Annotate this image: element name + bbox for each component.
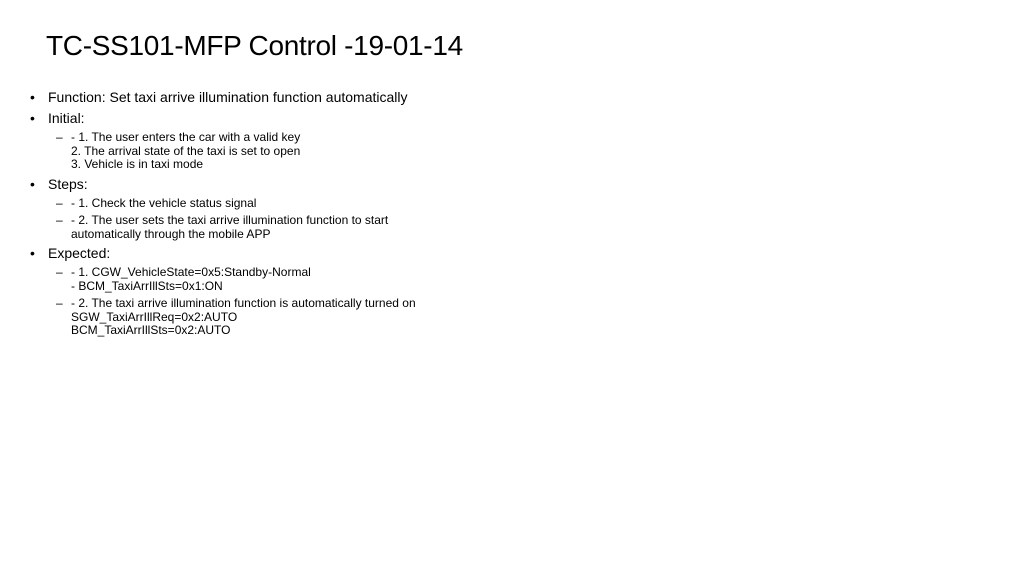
slide-title: TC-SS101-MFP Control -19-01-14 <box>46 30 463 61</box>
initial-subitem-1 <box>30 131 550 172</box>
bullet-function-text: Function: Set taxi arrive illumination function automatically <box>48 89 408 105</box>
expected-line-2c: BCM_TaxiArrIllSts=0x2:AUTO <box>71 323 231 337</box>
bullet-expected <box>30 244 550 262</box>
bullet-steps-text: Steps: <box>48 175 88 192</box>
bullet-function <box>30 88 550 106</box>
initial-line-2: 2. The arrival state of the taxi is set to open <box>71 143 301 158</box>
dash-icon: – <box>56 265 63 279</box>
steps-subitem-1 <box>30 197 550 211</box>
initial-subitems <box>30 131 550 172</box>
steps-subitems <box>30 197 550 242</box>
steps-line-1: - 1. Check the vehicle status signal <box>71 195 257 210</box>
bullet-steps <box>30 175 550 193</box>
expected-line-1a: - 1. CGW_VehicleState=0x5:Standby-Normal <box>71 265 311 279</box>
dash-icon: – <box>56 195 63 210</box>
bullet-dot-icon: • <box>30 245 35 261</box>
expected-line-1b: - BCM_TaxiArrIllSts=0x1:ON <box>71 278 223 293</box>
initial-line-3: 3. Vehicle is in taxi mode <box>71 157 204 171</box>
steps-line-2b: automatically through the mobile APP <box>71 226 271 241</box>
dash-icon: – <box>56 130 63 144</box>
bullet-dot-icon: • <box>30 110 35 126</box>
steps-line-2a: - 2. The user sets the taxi arrive illumination function to start <box>71 213 389 227</box>
expected-subitems <box>30 266 550 338</box>
expected-line-2a: - 2. The taxi arrive illumination function is automatically turned on <box>71 296 416 310</box>
expected-line-2b: SGW_TaxiArrIllReq=0x2:AUTO <box>71 309 238 324</box>
bullet-dot-icon: • <box>30 175 35 192</box>
expected-subitem-2 <box>30 297 550 338</box>
initial-line-1: - 1. The user enters the car with a valid key <box>71 130 301 144</box>
bullet-dot-icon: • <box>30 89 35 105</box>
dash-icon: – <box>56 213 63 227</box>
bullet-expected-text: Expected: <box>48 245 111 261</box>
steps-subitem-2 <box>30 214 550 241</box>
bullet-initial-text: Initial: <box>48 110 85 126</box>
slide-content <box>30 88 550 338</box>
bullet-initial <box>30 109 550 127</box>
expected-subitem-1 <box>30 266 550 293</box>
dash-icon: – <box>56 296 63 310</box>
